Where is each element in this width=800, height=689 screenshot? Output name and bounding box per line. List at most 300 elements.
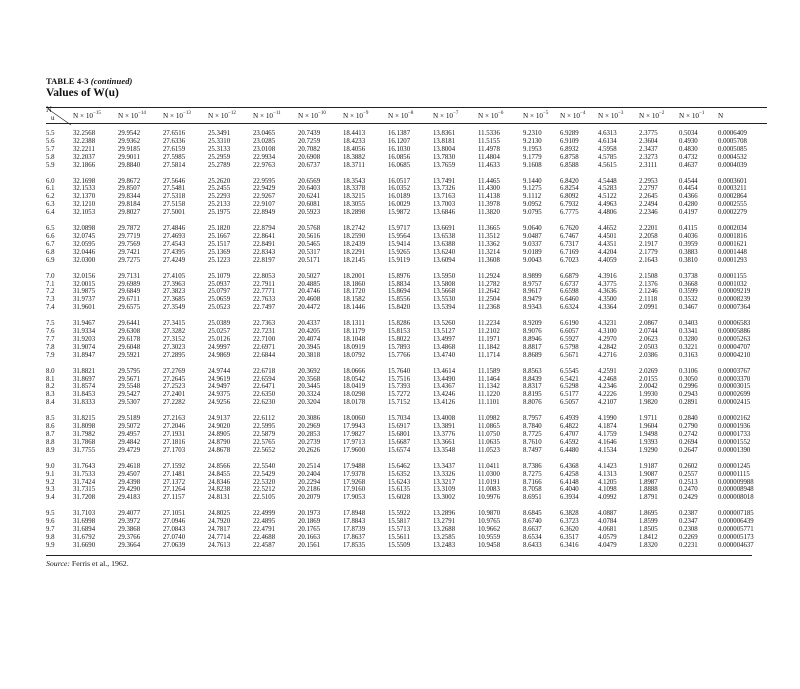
wu-value-cell: 29.5072 bbox=[118, 423, 141, 431]
wu-value-cell: 18.2001 bbox=[343, 272, 366, 280]
wu-value-cell: 0.00005886 bbox=[718, 328, 751, 336]
wu-value-cell: 6.3934 bbox=[560, 494, 579, 502]
wu-value-cell: 2.1779 bbox=[639, 248, 658, 256]
wu-value-cell: 9.0795 bbox=[523, 209, 542, 217]
table-title: Values of W(u) bbox=[46, 87, 119, 99]
u-value-cell: 6.6 bbox=[46, 232, 55, 240]
wu-value-cell: 15.9872 bbox=[388, 209, 411, 217]
wu-value-cell: 2.1917 bbox=[639, 240, 658, 248]
wu-value-cell: 29.6308 bbox=[118, 328, 141, 336]
wu-value-cell: 0.4637 bbox=[679, 161, 698, 169]
wu-value-cell: 20.1663 bbox=[298, 533, 321, 541]
wu-value-cell: 11.3978 bbox=[478, 201, 500, 209]
wu-value-cell: 24.8678 bbox=[208, 446, 231, 454]
wu-value-cell: 8.7610 bbox=[523, 438, 542, 446]
wu-value-cell: 27.3152 bbox=[163, 335, 186, 343]
wu-value-cell: 20.4205 bbox=[298, 328, 321, 336]
column-header-exponent: −14 bbox=[138, 111, 146, 116]
wu-value-cell: 13.6846 bbox=[433, 209, 456, 217]
wu-value-cell: 13.7830 bbox=[433, 153, 456, 161]
wu-value-cell: 6.6460 bbox=[560, 296, 579, 304]
u-value-cell: 5.8 bbox=[46, 153, 55, 161]
column-header bbox=[298, 108, 343, 124]
column-header-exponent: −15 bbox=[93, 111, 101, 116]
wu-value-cell: 6.4040 bbox=[560, 486, 579, 494]
wu-value-cell: 22.5320 bbox=[253, 478, 276, 486]
wu-value-cell: 6.7932 bbox=[560, 201, 579, 209]
wu-value-cell: 11.0865 bbox=[478, 423, 500, 431]
wu-value-cell: 24.8131 bbox=[208, 494, 231, 502]
table-row bbox=[46, 439, 767, 447]
wu-value-cell: 17.8739 bbox=[343, 526, 366, 534]
wu-value-cell: 13.3661 bbox=[433, 438, 456, 446]
wu-value-cell: 32.1866 bbox=[73, 161, 96, 169]
wu-value-cell: 29.4077 bbox=[118, 510, 141, 518]
wu-value-cell: 11.3362 bbox=[478, 240, 500, 248]
wu-value-cell: 17.9713 bbox=[343, 438, 366, 446]
wu-value-cell: 4.2226 bbox=[598, 391, 617, 399]
wu-value-cell: 13.4614 bbox=[433, 367, 456, 375]
wu-value-cell: 0.0003601 bbox=[718, 177, 747, 185]
wu-value-cell: 27.3415 bbox=[163, 320, 186, 328]
wu-value-cell: 29.8027 bbox=[118, 209, 141, 217]
table-row bbox=[46, 423, 767, 431]
wu-value-cell: 27.2282 bbox=[163, 399, 186, 407]
wu-value-cell: 4.2716 bbox=[598, 351, 617, 359]
table-row bbox=[46, 146, 767, 154]
wu-value-cell: 13.4490 bbox=[433, 375, 456, 383]
wu-value-cell: 0.2308 bbox=[679, 526, 698, 534]
wu-value-cell: 8.9757 bbox=[523, 280, 542, 288]
wu-value-cell: 17.9488 bbox=[343, 462, 366, 470]
wu-value-cell: 0.2891 bbox=[679, 399, 698, 407]
wu-value-cell: 32.0446 bbox=[73, 248, 96, 256]
column-header-base: N × 10 bbox=[598, 112, 619, 120]
wu-value-cell: 18.2291 bbox=[343, 248, 366, 256]
wu-value-cell: 0.3668 bbox=[679, 280, 698, 288]
wu-value-cell: 15.9265 bbox=[388, 248, 411, 256]
wu-value-cell: 29.6711 bbox=[118, 296, 140, 304]
wu-value-cell: 15.8420 bbox=[388, 304, 411, 312]
wu-value-cell: 4.3500 bbox=[598, 296, 617, 304]
wu-value-cell: 29.5548 bbox=[118, 383, 141, 391]
wu-value-cell: 31.7315 bbox=[73, 486, 96, 494]
wu-value-cell: 9.0189 bbox=[523, 248, 542, 256]
wu-value-cell: 11.0635 bbox=[478, 438, 500, 446]
wu-value-cell: 24.8905 bbox=[208, 431, 231, 438]
wu-value-cell: 29.5189 bbox=[118, 415, 141, 423]
corner-cell bbox=[46, 105, 73, 124]
table-row bbox=[46, 383, 767, 391]
wu-value-cell: 13.4997 bbox=[433, 335, 456, 343]
wu-value-cell: 22.7771 bbox=[253, 288, 276, 296]
wu-value-cell: 0.4366 bbox=[679, 193, 698, 201]
wu-value-cell: 18.3711 bbox=[343, 161, 365, 169]
wu-value-cell: 2.1118 bbox=[639, 296, 658, 304]
wu-value-cell: 4.5283 bbox=[598, 185, 617, 193]
wu-value-cell: 13.7326 bbox=[433, 185, 456, 193]
wu-value-cell: 8.7058 bbox=[523, 486, 542, 494]
wu-value-cell: 4.4501 bbox=[598, 232, 617, 240]
wu-value-cell: 4.3100 bbox=[598, 328, 617, 336]
wu-value-cell: 25.3491 bbox=[208, 130, 231, 137]
wu-value-cell: 11.1342 bbox=[478, 383, 500, 391]
wu-value-cell: 24.8238 bbox=[208, 486, 231, 494]
wu-value-cell: 31.7103 bbox=[73, 510, 96, 518]
wu-value-cell: 18.2439 bbox=[343, 240, 366, 248]
wu-value-cell: 27.0946 bbox=[163, 518, 186, 526]
wu-value-cell: 32.0898 bbox=[73, 225, 96, 233]
wu-value-cell: 27.3023 bbox=[163, 343, 186, 351]
u-value-cell: 9.9 bbox=[46, 541, 55, 549]
u-value-cell: 6.1 bbox=[46, 185, 55, 193]
wu-value-cell: 13.2791 bbox=[433, 518, 456, 526]
u-value-cell: 9.7 bbox=[46, 526, 55, 534]
wu-value-cell: 32.1210 bbox=[73, 201, 96, 209]
wu-value-cell: 13.2688 bbox=[433, 526, 456, 534]
wu-value-cell: 8.6433 bbox=[523, 541, 542, 549]
wu-value-cell: 31.7424 bbox=[73, 478, 96, 486]
wu-value-cell: 0.0001155 bbox=[718, 272, 747, 280]
u-value-cell: 7.7 bbox=[46, 335, 55, 343]
wu-value-cell: 1.8695 bbox=[639, 510, 658, 518]
wu-value-cell: 13.5808 bbox=[433, 280, 456, 288]
wu-value-cell: 22.6230 bbox=[253, 399, 276, 407]
wu-value-cell: 31.8947 bbox=[73, 351, 96, 359]
wu-value-cell: 11.2924 bbox=[478, 272, 500, 280]
column-header-exponent: −5 bbox=[543, 111, 549, 116]
wu-value-cell: 2.2058 bbox=[639, 232, 658, 240]
wu-value-cell: 20.5923 bbox=[298, 209, 321, 217]
wu-value-cell: 11.2368 bbox=[478, 304, 500, 312]
wu-value-cell: 16.1207 bbox=[388, 137, 411, 145]
u-value-cell: 5.5 bbox=[46, 130, 55, 137]
wu-value-cell: 13.7003 bbox=[433, 201, 456, 209]
wu-value-cell: 20.3692 bbox=[298, 367, 321, 375]
wu-value-cell: 18.2590 bbox=[343, 232, 366, 240]
wu-value-cell: 31.8821 bbox=[73, 367, 96, 375]
table-row bbox=[46, 494, 767, 502]
wu-value-cell: 16.0856 bbox=[388, 153, 411, 161]
column-header-base: N × 10 bbox=[433, 112, 454, 120]
wu-value-cell: 8.9076 bbox=[523, 328, 542, 336]
wu-value-cell: 17.9053 bbox=[343, 494, 366, 502]
wu-value-cell: 15.9414 bbox=[388, 240, 411, 248]
wu-value-cell: 6.7620 bbox=[560, 225, 579, 233]
wu-value-cell: 20.3568 bbox=[298, 375, 321, 383]
column-header-exponent: −4 bbox=[580, 111, 586, 116]
table-row bbox=[46, 391, 767, 399]
wu-value-cell: 27.3282 bbox=[163, 328, 186, 336]
wu-value-cell: 29.6048 bbox=[118, 343, 141, 351]
table-row bbox=[46, 138, 767, 146]
wu-value-cell: 4.6134 bbox=[598, 137, 617, 145]
wu-value-cell: 1.8599 bbox=[639, 518, 658, 526]
wu-value-cell: 6.6879 bbox=[560, 272, 579, 280]
wu-value-cell: 31.9203 bbox=[73, 335, 96, 343]
wu-value-cell: 4.1534 bbox=[598, 446, 617, 454]
wu-value-cell: 24.9744 bbox=[208, 367, 231, 375]
wu-value-cell: 13.3548 bbox=[433, 446, 456, 454]
wu-value-cell: 27.1264 bbox=[163, 486, 186, 494]
wu-value-cell: 0.00009219 bbox=[718, 288, 751, 296]
wu-value-cell: 20.7259 bbox=[298, 137, 321, 145]
wu-value-cell: 16.0029 bbox=[388, 201, 411, 209]
u-value-cell: 8.9 bbox=[46, 446, 55, 454]
wu-value-cell: 15.8694 bbox=[388, 288, 411, 296]
wu-value-cell: 31.8574 bbox=[73, 383, 96, 391]
wu-value-cell: 8.7840 bbox=[523, 423, 542, 431]
wu-value-cell: 29.8344 bbox=[118, 193, 141, 201]
wu-value-cell: 27.4395 bbox=[163, 248, 186, 256]
wu-value-cell: 8.7957 bbox=[523, 415, 542, 423]
u-value-cell: 8.8 bbox=[46, 438, 55, 446]
wu-value-cell: 15.7034 bbox=[388, 415, 411, 423]
wu-value-cell: 22.7633 bbox=[253, 296, 276, 304]
footer-rule bbox=[46, 555, 752, 556]
wu-value-cell: 0.00005263 bbox=[718, 335, 751, 343]
wu-value-cell: 13.4367 bbox=[433, 383, 456, 391]
wu-value-cell: 4.1874 bbox=[598, 423, 617, 431]
wu-value-cell: 24.9375 bbox=[208, 391, 231, 399]
wu-value-cell: 13.5127 bbox=[433, 328, 456, 336]
wu-value-cell: 15.7893 bbox=[388, 343, 411, 351]
wu-value-cell: 2.0744 bbox=[639, 328, 658, 336]
wu-value-cell: 11.0982 bbox=[478, 415, 500, 423]
wu-value-cell: 4.2970 bbox=[598, 335, 617, 343]
wu-value-cell: 0.3163 bbox=[679, 351, 698, 359]
wu-value-cell: 18.3543 bbox=[343, 177, 366, 185]
wu-value-cell: 20.6569 bbox=[298, 177, 321, 185]
wu-value-cell: 2.2953 bbox=[639, 177, 658, 185]
wu-value-cell: 25.1079 bbox=[208, 272, 231, 280]
wu-value-cell: 0.00002162 bbox=[718, 415, 751, 423]
u-value-cell: 7.2 bbox=[46, 288, 55, 296]
u-value-cell: 7.3 bbox=[46, 296, 55, 304]
column-header-exponent: −10 bbox=[318, 111, 326, 116]
header-row bbox=[46, 108, 767, 124]
table-row bbox=[46, 542, 767, 550]
wu-value-cell: 16.1030 bbox=[388, 145, 411, 153]
wu-value-cell: 18.1446 bbox=[343, 304, 366, 312]
table-caption-suffix: (continued) bbox=[90, 76, 133, 86]
wu-value-cell: 15.7766 bbox=[388, 351, 411, 359]
wu-value-cell: 13.2585 bbox=[433, 533, 456, 541]
wu-value-cell: 8.6534 bbox=[523, 533, 542, 541]
wu-value-cell: 29.6178 bbox=[118, 335, 141, 343]
wu-value-cell: 6.3828 bbox=[560, 510, 579, 518]
wu-value-cell: 24.9619 bbox=[208, 375, 231, 383]
table-row bbox=[46, 162, 767, 170]
wu-value-cell: 4.4204 bbox=[598, 248, 617, 256]
wu-value-cell: 9.1112 bbox=[523, 193, 542, 201]
wu-value-cell: 22.6112 bbox=[253, 415, 275, 423]
wu-value-cell: 15.9717 bbox=[388, 225, 411, 233]
table-row bbox=[46, 360, 767, 376]
table-row bbox=[46, 288, 767, 296]
wu-value-cell: 13.7163 bbox=[433, 193, 456, 201]
wu-value-cell: 29.6441 bbox=[118, 320, 141, 328]
wu-value-cell: 29.4507 bbox=[118, 470, 141, 478]
wu-value-cell: 29.4183 bbox=[118, 494, 141, 502]
wu-value-cell: 15.5611 bbox=[388, 533, 410, 541]
wu-value-cell: 22.5995 bbox=[253, 423, 276, 431]
wu-value-cell: 11.2102 bbox=[478, 328, 500, 336]
wu-value-cell: 27.2163 bbox=[163, 415, 186, 423]
wu-value-cell: 13.3002 bbox=[433, 494, 456, 502]
wu-value-cell: 4.0579 bbox=[598, 533, 617, 541]
table-row bbox=[46, 312, 767, 328]
wu-value-cell: 27.1931 bbox=[163, 431, 186, 438]
wu-value-cell: 22.4688 bbox=[253, 533, 276, 541]
wu-value-cell: 11.4138 bbox=[478, 193, 500, 201]
wu-value-cell: 17.9268 bbox=[343, 478, 366, 486]
table-row bbox=[46, 154, 767, 162]
wu-value-cell: 0.2943 bbox=[679, 391, 698, 399]
wu-value-cell: 27.4693 bbox=[163, 232, 186, 240]
wu-value-cell: 11.4300 bbox=[478, 185, 500, 193]
wu-value-cell: 0.000006439 bbox=[718, 518, 754, 526]
wu-value-cell: 17.8948 bbox=[343, 510, 366, 518]
wu-value-cell: 2.0386 bbox=[639, 351, 658, 359]
wu-value-cell: 0.00001552 bbox=[718, 438, 751, 446]
wu-value-cell: 1.8791 bbox=[639, 494, 658, 502]
wu-value-cell: 4.2591 bbox=[598, 367, 617, 375]
wu-value-cell: 8.8076 bbox=[523, 399, 542, 407]
wu-value-cell: 0.2387 bbox=[679, 510, 698, 518]
u-value-cell: 5.7 bbox=[46, 145, 55, 153]
wu-value-cell: 0.000005771 bbox=[718, 526, 754, 534]
wu-value-cell: 9.0640 bbox=[523, 225, 542, 233]
wu-value-cell: 0.4544 bbox=[679, 177, 698, 185]
wu-value-cell: 10.9458 bbox=[478, 541, 501, 549]
wu-value-cell: 13.3437 bbox=[433, 462, 456, 470]
wu-value-cell: 13.4740 bbox=[433, 351, 456, 359]
wu-value-cell: 32.2037 bbox=[73, 153, 96, 161]
wu-value-cell: 27.2046 bbox=[163, 423, 186, 431]
wu-value-cell: 6.6737 bbox=[560, 280, 579, 288]
wu-value-cell: 6.6598 bbox=[560, 288, 579, 296]
wu-value-cell: 0.3883 bbox=[679, 248, 698, 256]
wu-value-cell: 4.1759 bbox=[598, 431, 617, 438]
wu-value-cell: 11.1589 bbox=[478, 367, 500, 375]
wu-value-cell: 6.4480 bbox=[560, 446, 579, 454]
wu-value-cell: 6.7317 bbox=[560, 240, 579, 248]
wu-value-cell: 6.6057 bbox=[560, 328, 579, 336]
wu-value-cell: 27.5646 bbox=[163, 177, 186, 185]
wu-value-cell: 25.0937 bbox=[208, 280, 231, 288]
wu-value-cell: 6.5798 bbox=[560, 343, 579, 351]
wu-value-cell: 10.9559 bbox=[478, 533, 501, 541]
u-value-cell: 7.8 bbox=[46, 343, 55, 351]
wu-value-cell: 20.2626 bbox=[298, 446, 321, 454]
table-row bbox=[46, 328, 767, 336]
wu-value-cell: 17.9943 bbox=[343, 423, 366, 431]
wu-value-cell: 8.7725 bbox=[523, 431, 542, 438]
wu-value-cell: 11.1220 bbox=[478, 391, 500, 399]
wu-value-cell: 2.3111 bbox=[639, 161, 658, 169]
wu-value-cell: 0.3738 bbox=[679, 272, 698, 280]
wu-value-cell: 15.8556 bbox=[388, 296, 411, 304]
table-row bbox=[46, 526, 767, 534]
wu-value-cell: 8.7497 bbox=[523, 446, 542, 454]
table-row bbox=[46, 518, 767, 526]
wu-value-cell: 4.0887 bbox=[598, 510, 617, 518]
wu-value-cell: 22.6971 bbox=[253, 343, 276, 351]
wu-value-cell: 11.3214 bbox=[478, 248, 500, 256]
u-value-cell: 7.6 bbox=[46, 328, 55, 336]
u-value-cell: 6.8 bbox=[46, 248, 55, 256]
u-value-cell: 8.1 bbox=[46, 375, 55, 383]
wu-value-cell: 15.6801 bbox=[388, 431, 411, 438]
wu-value-cell: 27.0843 bbox=[163, 526, 186, 534]
wu-value-cell: 4.1205 bbox=[598, 478, 617, 486]
wu-value-cell: 8.7166 bbox=[523, 478, 542, 486]
wu-value-cell: 1.8412 bbox=[639, 533, 658, 541]
corner-n-label: N bbox=[46, 105, 52, 114]
wu-value-cell: 0.4830 bbox=[679, 145, 698, 153]
wu-value-cell: 11.3665 bbox=[478, 225, 500, 233]
table-row bbox=[46, 170, 767, 186]
wu-value-cell: 11.1464 bbox=[478, 375, 500, 383]
table-row bbox=[46, 281, 767, 289]
wu-value-cell: 6.5671 bbox=[560, 351, 579, 359]
wu-value-cell: 4.1313 bbox=[598, 470, 617, 478]
u-value-cell: 9.2 bbox=[46, 478, 55, 486]
wu-value-cell: 6.9289 bbox=[560, 130, 579, 137]
wu-value-cell: 32.0745 bbox=[73, 232, 96, 240]
wu-value-cell: 6.7467 bbox=[560, 232, 579, 240]
wu-value-cell: 2.1376 bbox=[639, 280, 658, 288]
wu-value-cell: 13.4246 bbox=[433, 391, 456, 399]
column-header bbox=[598, 108, 639, 124]
wu-value-cell: 18.2742 bbox=[343, 225, 366, 233]
wu-value-cell: 1.9187 bbox=[639, 462, 658, 470]
table-row bbox=[46, 304, 767, 312]
wu-value-cell: 6.6190 bbox=[560, 320, 579, 328]
wu-value-cell: 20.2294 bbox=[298, 478, 321, 486]
wu-value-cell: 27.5158 bbox=[163, 201, 186, 209]
table-row bbox=[46, 209, 767, 217]
wu-value-cell: 11.4804 bbox=[478, 153, 500, 161]
wu-value-cell: 2.3775 bbox=[639, 130, 658, 137]
wu-value-cell: 16.0352 bbox=[388, 185, 411, 193]
table-row bbox=[46, 486, 767, 494]
wu-value-cell: 2.2645 bbox=[639, 193, 658, 201]
wu-value-cell: 0.2996 bbox=[679, 383, 698, 391]
wu-value-cell: 22.8794 bbox=[253, 225, 276, 233]
wu-value-cell: 16.0189 bbox=[388, 193, 411, 201]
wu-value-cell: 4.6313 bbox=[598, 130, 617, 137]
wu-value-cell: 29.4290 bbox=[118, 486, 141, 494]
wu-value-cell: 27.4249 bbox=[163, 256, 186, 264]
wu-value-cell: 22.5212 bbox=[253, 486, 276, 494]
wu-value-cell: 31.6690 bbox=[73, 541, 96, 549]
wu-value-cell: 0.2231 bbox=[679, 541, 698, 549]
wu-value-cell: 2.3273 bbox=[639, 153, 658, 161]
wu-value-cell: 27.3549 bbox=[163, 304, 186, 312]
wu-value-cell: 32.1053 bbox=[73, 209, 96, 217]
wu-value-cell: 22.7363 bbox=[253, 320, 276, 328]
wu-value-cell: 18.3378 bbox=[343, 185, 366, 193]
wu-value-cell: 6.9109 bbox=[560, 137, 579, 145]
column-header bbox=[253, 108, 298, 124]
wu-value-cell: 18.1179 bbox=[343, 328, 365, 336]
wu-value-cell: 22.9429 bbox=[253, 185, 276, 193]
wu-value-cell: 15.8153 bbox=[388, 328, 411, 336]
wu-value-cell: 31.9334 bbox=[73, 328, 96, 336]
wu-value-cell: 17.8535 bbox=[343, 541, 366, 549]
